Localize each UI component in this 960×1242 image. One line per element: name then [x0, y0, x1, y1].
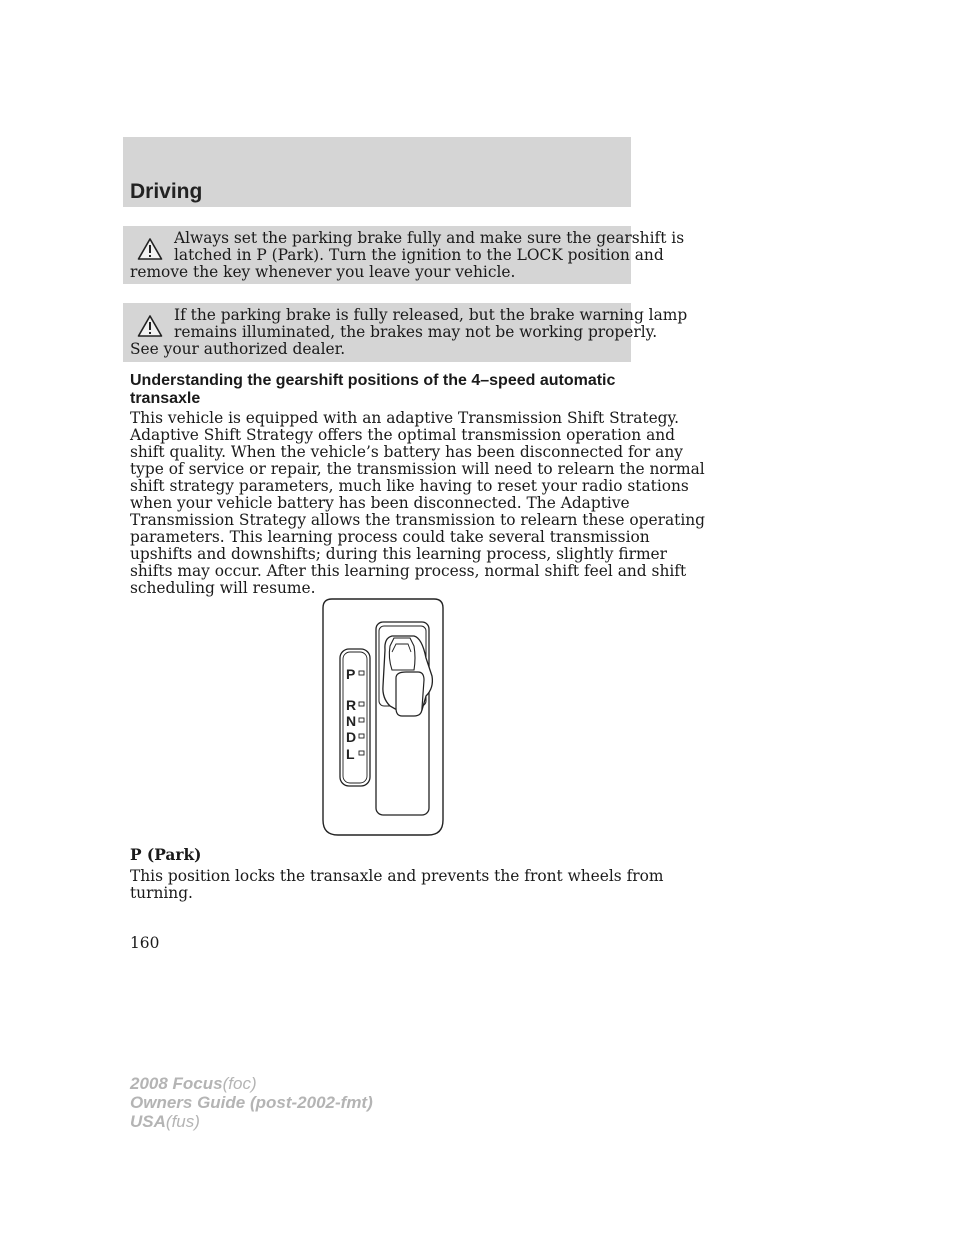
warning-triangle-icon — [137, 237, 163, 261]
paragraph-line: scheduling will resume. — [130, 579, 316, 597]
warning-box — [123, 226, 685, 284]
paragraph-line: shift strategy parameters, much like having to reset your radio stations — [130, 477, 689, 495]
subheading: Understanding the gearshift positions of the 4–speed automatic transaxle — [130, 372, 616, 407]
park-heading: P (Park) — [130, 846, 202, 864]
paragraph-line: upshifts and downshifts; during this learning process, slightly firmer — [130, 545, 668, 563]
warning-text-line: latched in P (Park). Turn the ignition to the LOCK position and — [174, 246, 664, 264]
park-text-line: turning. — [130, 884, 193, 902]
park-text-line: This position locks the transaxle and prevents the front wheels from — [130, 867, 664, 885]
footer-market-code: (fus) — [165, 1112, 200, 1131]
warning-text-line: Always set the parking brake fully and make sure the gearshift is — [174, 229, 685, 247]
paragraph-line: type of service or repair, the transmission will need to relearn the normal — [130, 460, 705, 478]
paragraph-line: Adaptive Shift Strategy offers the optimal transmission operation and — [130, 426, 676, 444]
gear-indicator — [359, 718, 364, 722]
gear-label-r: R — [346, 697, 357, 713]
gear-label-n: N — [346, 713, 357, 729]
footer-line — [130, 1112, 200, 1131]
page-number: 160 — [130, 934, 160, 952]
footer-guide: Owners Guide (post-2002-fmt) — [130, 1093, 373, 1112]
warning-text-line: If the parking brake is fully released, but the brake warning lamp — [174, 306, 688, 324]
footer-model: 2008 Focus — [130, 1074, 223, 1093]
gear-indicator — [359, 751, 364, 755]
gear-indicator — [359, 671, 364, 675]
warning-text-line: remains illuminated, the brakes may not be working properly. — [174, 323, 658, 341]
footer-line — [130, 1074, 257, 1093]
footer-line — [130, 1093, 373, 1112]
warning-text-line: See your authorized dealer. — [130, 340, 346, 358]
paragraph-line: Transmission Strategy allows the transmission to relearn these operating — [130, 511, 705, 529]
footer-model-code: (foc) — [222, 1074, 257, 1093]
paragraph-line: parameters. This learning process could take several transmission — [130, 528, 650, 546]
paragraph-line: when your vehicle battery has been disconnected. The Adaptive — [130, 494, 630, 512]
gear-label-l: L — [346, 746, 355, 762]
warning-box — [123, 303, 688, 362]
footer-market: USA — [130, 1112, 166, 1131]
gear-indicator — [359, 734, 364, 738]
gear-label-p: P — [346, 666, 356, 682]
gear-indicator — [359, 702, 364, 706]
gearshift-illustration — [322, 598, 444, 836]
paragraph-line: This vehicle is equipped with an adaptive Transmission Shift Strategy. — [130, 409, 680, 427]
paragraph-line: shifts may occur. After this learning process, normal shift feel and shift — [130, 562, 687, 580]
gear-label-d: D — [346, 729, 357, 745]
paragraph-line: shift quality. When the vehicle’s battery has been disconnected for any — [130, 443, 683, 461]
section-title: Driving — [130, 180, 203, 203]
warning-text-line: remove the key whenever you leave your vehicle. — [130, 263, 516, 281]
warning-triangle-icon — [137, 314, 163, 338]
